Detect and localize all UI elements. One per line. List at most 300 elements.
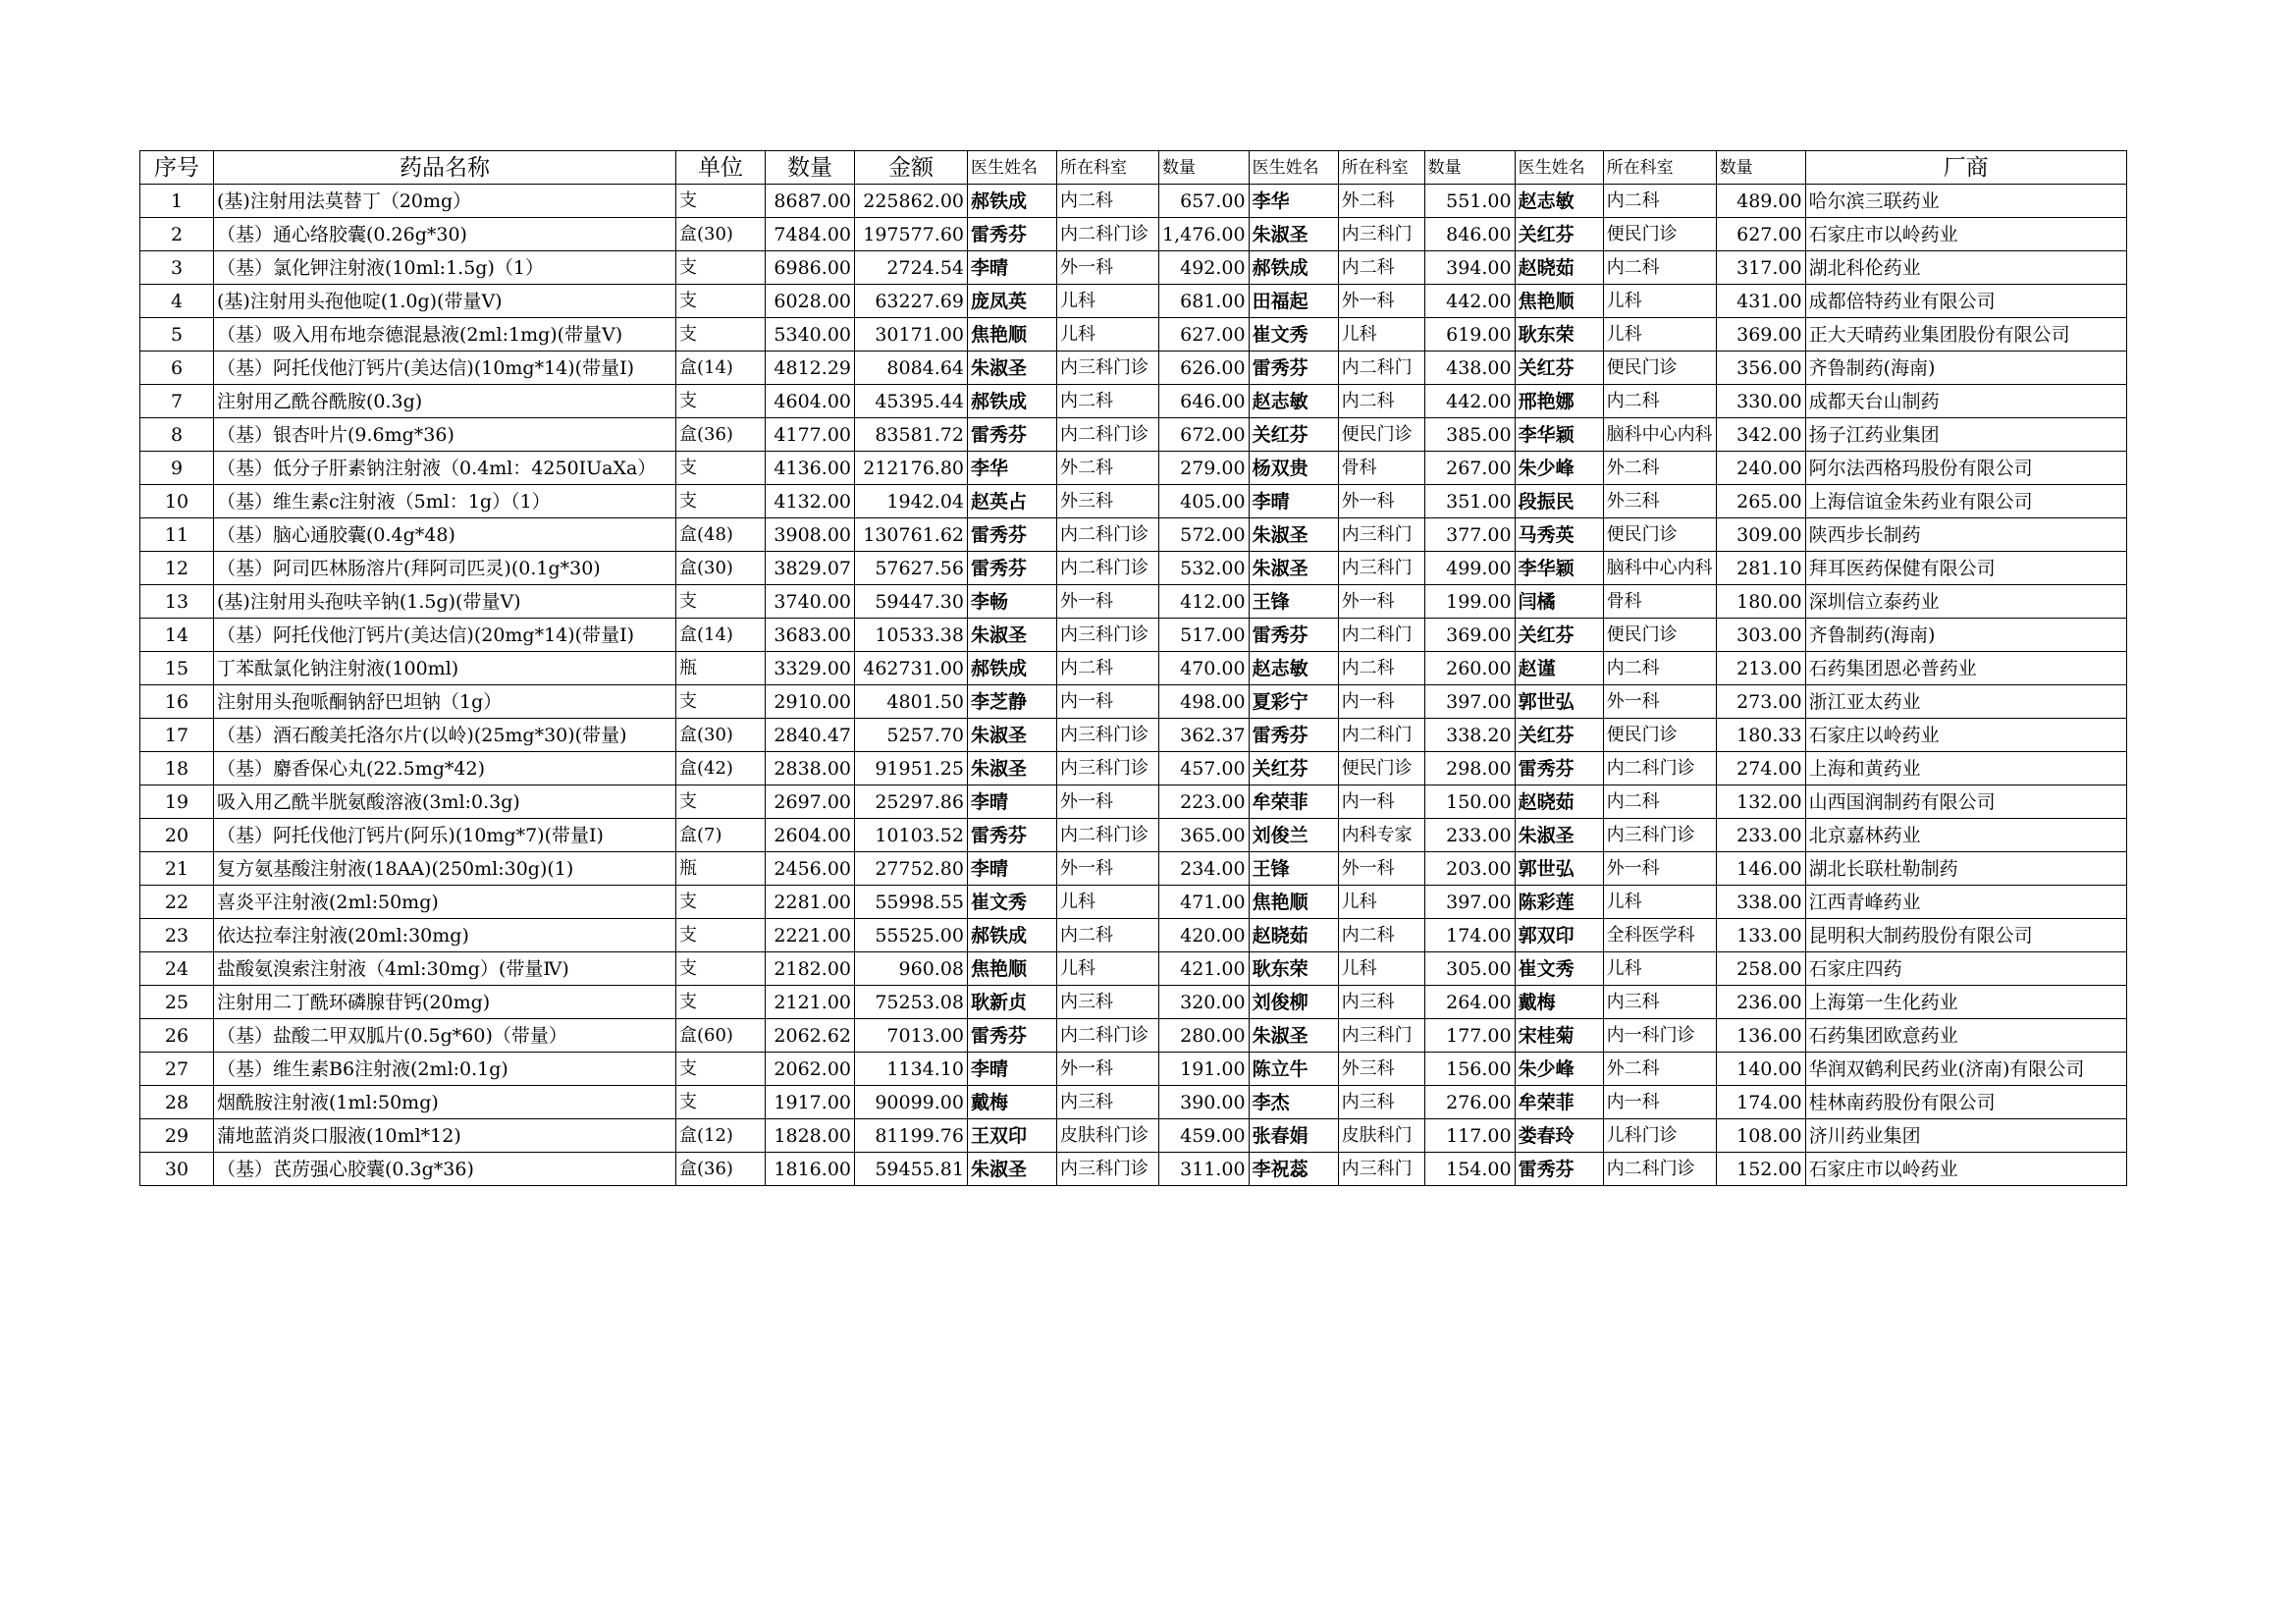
department-1-cell: 儿科 bbox=[1057, 318, 1159, 352]
doctor-2-cell: 牟荣菲 bbox=[1249, 785, 1338, 819]
quantity-1-cell: 517.00 bbox=[1159, 619, 1250, 652]
unit-cell: 支 bbox=[676, 452, 766, 485]
unit-cell: 盒(42) bbox=[676, 752, 766, 785]
quantity-cell: 1816.00 bbox=[766, 1153, 855, 1186]
table-row bbox=[140, 218, 2127, 251]
drug-name-cell: （基）吸入用布地奈德混悬液(2ml:1mg)(带量Ⅴ) bbox=[214, 318, 676, 352]
table-row bbox=[140, 185, 2127, 218]
seq-cell: 8 bbox=[140, 418, 214, 452]
doctor-1-cell: 赵英占 bbox=[968, 485, 1057, 518]
unit-cell: 瓶 bbox=[676, 652, 766, 685]
header-doctor-1: 医生姓名 bbox=[968, 151, 1057, 185]
quantity-2-cell: 150.00 bbox=[1424, 785, 1515, 819]
drug-name-cell: 烟酰胺注射液(1ml:50mg) bbox=[214, 1086, 676, 1119]
department-2-cell: 外一科 bbox=[1338, 485, 1424, 518]
department-3-cell: 内一科门诊 bbox=[1603, 1019, 1716, 1053]
drug-name-cell: （基）低分子肝素钠注射液（0.4ml：4250IUaXa） bbox=[214, 452, 676, 485]
department-1-cell: 儿科 bbox=[1057, 952, 1159, 986]
doctor-3-cell: 娄春玲 bbox=[1515, 1119, 1603, 1153]
table-row bbox=[140, 1086, 2127, 1119]
quantity-1-cell: 532.00 bbox=[1159, 552, 1250, 585]
drug-name-cell: （基）酒石酸美托洛尔片(以岭)(25mg*30)(带量) bbox=[214, 719, 676, 752]
seq-cell: 5 bbox=[140, 318, 214, 352]
doctor-3-cell: 陈彩莲 bbox=[1515, 886, 1603, 919]
doctor-2-cell: 夏彩宁 bbox=[1249, 685, 1338, 719]
table-row bbox=[140, 919, 2127, 952]
doctor-3-cell: 关红芬 bbox=[1515, 619, 1603, 652]
unit-cell: 支 bbox=[676, 585, 766, 619]
doctor-2-cell: 杨双贵 bbox=[1249, 452, 1338, 485]
amount-cell: 30171.00 bbox=[855, 318, 968, 352]
drug-name-cell: （基）阿托伐他汀钙片(美达信)(20mg*14)(带量Ⅰ) bbox=[214, 619, 676, 652]
quantity-2-cell: 551.00 bbox=[1424, 185, 1515, 218]
department-3-cell: 全科医学科 bbox=[1603, 919, 1716, 952]
quantity-cell: 4177.00 bbox=[766, 418, 855, 452]
department-3-cell: 便民门诊 bbox=[1603, 518, 1716, 552]
quantity-cell: 4136.00 bbox=[766, 452, 855, 485]
seq-cell: 23 bbox=[140, 919, 214, 952]
table-row bbox=[140, 986, 2127, 1019]
seq-cell: 18 bbox=[140, 752, 214, 785]
amount-cell: 4801.50 bbox=[855, 685, 968, 719]
manufacturer-cell: 石家庄四药 bbox=[1805, 952, 2126, 986]
quantity-cell: 2604.00 bbox=[766, 819, 855, 852]
table-row bbox=[140, 1153, 2127, 1186]
amount-cell: 45395.44 bbox=[855, 385, 968, 418]
department-2-cell: 内科专家 bbox=[1338, 819, 1424, 852]
quantity-3-cell: 233.00 bbox=[1716, 819, 1805, 852]
unit-cell: 瓶 bbox=[676, 852, 766, 886]
header-quantity-1: 数量 bbox=[1159, 151, 1250, 185]
quantity-cell: 2456.00 bbox=[766, 852, 855, 886]
quantity-cell: 3683.00 bbox=[766, 619, 855, 652]
manufacturer-cell: 正大天晴药业集团股份有限公司 bbox=[1805, 318, 2126, 352]
doctor-3-cell: 赵谨 bbox=[1515, 652, 1603, 685]
doctor-2-cell: 雷秀芬 bbox=[1249, 719, 1338, 752]
unit-cell: 盒(14) bbox=[676, 352, 766, 385]
department-1-cell: 内二科门诊 bbox=[1057, 819, 1159, 852]
quantity-2-cell: 397.00 bbox=[1424, 886, 1515, 919]
quantity-1-cell: 234.00 bbox=[1159, 852, 1250, 886]
department-1-cell: 儿科 bbox=[1057, 285, 1159, 318]
department-3-cell: 内二科 bbox=[1603, 185, 1716, 218]
seq-cell: 20 bbox=[140, 819, 214, 852]
quantity-3-cell: 213.00 bbox=[1716, 652, 1805, 685]
unit-cell: 支 bbox=[676, 886, 766, 919]
quantity-1-cell: 365.00 bbox=[1159, 819, 1250, 852]
quantity-3-cell: 274.00 bbox=[1716, 752, 1805, 785]
department-1-cell: 外一科 bbox=[1057, 585, 1159, 619]
department-1-cell: 内二科门诊 bbox=[1057, 218, 1159, 251]
doctor-1-cell: 王双印 bbox=[968, 1119, 1057, 1153]
doctor-2-cell: 焦艳顺 bbox=[1249, 886, 1338, 919]
table-row bbox=[140, 619, 2127, 652]
quantity-3-cell: 136.00 bbox=[1716, 1019, 1805, 1053]
department-2-cell: 内三科 bbox=[1338, 1086, 1424, 1119]
department-3-cell: 儿科 bbox=[1603, 318, 1716, 352]
doctor-2-cell: 李祝蕊 bbox=[1249, 1153, 1338, 1186]
department-2-cell: 内二科 bbox=[1338, 652, 1424, 685]
doctor-1-cell: 朱淑圣 bbox=[968, 719, 1057, 752]
department-3-cell: 内二科门诊 bbox=[1603, 1153, 1716, 1186]
manufacturer-cell: 扬子江药业集团 bbox=[1805, 418, 2126, 452]
manufacturer-cell: 拜耳医药保健有限公司 bbox=[1805, 552, 2126, 585]
quantity-cell: 6028.00 bbox=[766, 285, 855, 318]
quantity-2-cell: 267.00 bbox=[1424, 452, 1515, 485]
department-3-cell: 便民门诊 bbox=[1603, 218, 1716, 251]
seq-cell: 29 bbox=[140, 1119, 214, 1153]
doctor-2-cell: 李华 bbox=[1249, 185, 1338, 218]
table-row bbox=[140, 952, 2127, 986]
quantity-2-cell: 619.00 bbox=[1424, 318, 1515, 352]
department-3-cell: 外二科 bbox=[1603, 452, 1716, 485]
seq-cell: 1 bbox=[140, 185, 214, 218]
quantity-2-cell: 154.00 bbox=[1424, 1153, 1515, 1186]
quantity-2-cell: 442.00 bbox=[1424, 385, 1515, 418]
department-2-cell: 内二科门 bbox=[1338, 619, 1424, 652]
quantity-cell: 4812.29 bbox=[766, 352, 855, 385]
doctor-1-cell: 雷秀芬 bbox=[968, 418, 1057, 452]
seq-cell: 9 bbox=[140, 452, 214, 485]
quantity-2-cell: 351.00 bbox=[1424, 485, 1515, 518]
department-2-cell: 外一科 bbox=[1338, 852, 1424, 886]
quantity-cell: 2697.00 bbox=[766, 785, 855, 819]
quantity-1-cell: 412.00 bbox=[1159, 585, 1250, 619]
quantity-3-cell: 265.00 bbox=[1716, 485, 1805, 518]
table-row bbox=[140, 1119, 2127, 1153]
table-row bbox=[140, 485, 2127, 518]
manufacturer-cell: 浙江亚太药业 bbox=[1805, 685, 2126, 719]
doctor-2-cell: 耿东荣 bbox=[1249, 952, 1338, 986]
drug-name-cell: （基）阿托伐他汀钙片(阿乐)(10mg*7)(带量Ⅰ) bbox=[214, 819, 676, 852]
doctor-1-cell: 李晴 bbox=[968, 852, 1057, 886]
drug-ranking-table bbox=[139, 150, 2127, 1186]
quantity-1-cell: 420.00 bbox=[1159, 919, 1250, 952]
quantity-2-cell: 369.00 bbox=[1424, 619, 1515, 652]
department-3-cell: 便民门诊 bbox=[1603, 619, 1716, 652]
doctor-2-cell: 赵志敏 bbox=[1249, 385, 1338, 418]
doctor-3-cell: 朱少峰 bbox=[1515, 1053, 1603, 1086]
doctor-2-cell: 朱淑圣 bbox=[1249, 518, 1338, 552]
unit-cell: 盒(60) bbox=[676, 1019, 766, 1053]
quantity-1-cell: 672.00 bbox=[1159, 418, 1250, 452]
quantity-cell: 4132.00 bbox=[766, 485, 855, 518]
department-3-cell: 内二科 bbox=[1603, 652, 1716, 685]
department-3-cell: 内三科 bbox=[1603, 986, 1716, 1019]
quantity-3-cell: 489.00 bbox=[1716, 185, 1805, 218]
doctor-2-cell: 刘俊柳 bbox=[1249, 986, 1338, 1019]
quantity-2-cell: 846.00 bbox=[1424, 218, 1515, 251]
quantity-3-cell: 309.00 bbox=[1716, 518, 1805, 552]
department-1-cell: 内二科 bbox=[1057, 385, 1159, 418]
department-2-cell: 内一科 bbox=[1338, 685, 1424, 719]
quantity-2-cell: 438.00 bbox=[1424, 352, 1515, 385]
quantity-cell: 8687.00 bbox=[766, 185, 855, 218]
table-row bbox=[140, 852, 2127, 886]
quantity-1-cell: 362.37 bbox=[1159, 719, 1250, 752]
unit-cell: 盒(30) bbox=[676, 552, 766, 585]
amount-cell: 55525.00 bbox=[855, 919, 968, 952]
quantity-cell: 2910.00 bbox=[766, 685, 855, 719]
quantity-1-cell: 572.00 bbox=[1159, 518, 1250, 552]
doctor-3-cell: 李华颖 bbox=[1515, 552, 1603, 585]
drug-name-cell: 依达拉奉注射液(20ml:30mg) bbox=[214, 919, 676, 952]
department-2-cell: 内三科 bbox=[1338, 986, 1424, 1019]
department-1-cell: 内二科 bbox=[1057, 652, 1159, 685]
amount-cell: 27752.80 bbox=[855, 852, 968, 886]
unit-cell: 盒(36) bbox=[676, 418, 766, 452]
unit-cell: 支 bbox=[676, 1086, 766, 1119]
department-2-cell: 内二科门 bbox=[1338, 352, 1424, 385]
seq-cell: 30 bbox=[140, 1153, 214, 1186]
table-row bbox=[140, 819, 2127, 852]
department-2-cell: 内三科门 bbox=[1338, 552, 1424, 585]
department-2-cell: 外三科 bbox=[1338, 1053, 1424, 1086]
table-row bbox=[140, 552, 2127, 585]
quantity-2-cell: 377.00 bbox=[1424, 518, 1515, 552]
doctor-2-cell: 王锋 bbox=[1249, 852, 1338, 886]
department-1-cell: 内一科 bbox=[1057, 685, 1159, 719]
header-quantity: 数量 bbox=[766, 151, 855, 185]
department-2-cell: 外一科 bbox=[1338, 585, 1424, 619]
table-row bbox=[140, 1019, 2127, 1053]
doctor-2-cell: 朱淑圣 bbox=[1249, 218, 1338, 251]
drug-name-cell: （基）阿托伐他汀钙片(美达信)(10mg*14)(带量Ⅰ) bbox=[214, 352, 676, 385]
doctor-1-cell: 雷秀芬 bbox=[968, 218, 1057, 251]
quantity-3-cell: 273.00 bbox=[1716, 685, 1805, 719]
quantity-cell: 1917.00 bbox=[766, 1086, 855, 1119]
doctor-2-cell: 郝铁成 bbox=[1249, 251, 1338, 285]
seq-cell: 7 bbox=[140, 385, 214, 418]
manufacturer-cell: 湖北长联杜勒制药 bbox=[1805, 852, 2126, 886]
doctor-3-cell: 朱少峰 bbox=[1515, 452, 1603, 485]
seq-cell: 27 bbox=[140, 1053, 214, 1086]
department-2-cell: 内二科 bbox=[1338, 919, 1424, 952]
quantity-cell: 2221.00 bbox=[766, 919, 855, 952]
quantity-1-cell: 471.00 bbox=[1159, 886, 1250, 919]
quantity-3-cell: 281.10 bbox=[1716, 552, 1805, 585]
department-1-cell: 内二科门诊 bbox=[1057, 418, 1159, 452]
amount-cell: 59455.81 bbox=[855, 1153, 968, 1186]
amount-cell: 7013.00 bbox=[855, 1019, 968, 1053]
department-2-cell: 内三科门 bbox=[1338, 518, 1424, 552]
doctor-3-cell: 闫橘 bbox=[1515, 585, 1603, 619]
table-row bbox=[140, 886, 2127, 919]
table-row bbox=[140, 418, 2127, 452]
department-2-cell: 内三科门 bbox=[1338, 1019, 1424, 1053]
amount-cell: 25297.86 bbox=[855, 785, 968, 819]
doctor-2-cell: 雷秀芬 bbox=[1249, 619, 1338, 652]
manufacturer-cell: 北京嘉林药业 bbox=[1805, 819, 2126, 852]
drug-name-cell: (基)注射用法莫替丁（20mg） bbox=[214, 185, 676, 218]
seq-cell: 14 bbox=[140, 619, 214, 652]
amount-cell: 91951.25 bbox=[855, 752, 968, 785]
department-3-cell: 便民门诊 bbox=[1603, 352, 1716, 385]
doctor-1-cell: 李华 bbox=[968, 452, 1057, 485]
table-row bbox=[140, 585, 2127, 619]
doctor-1-cell: 焦艳顺 bbox=[968, 318, 1057, 352]
quantity-cell: 2062.62 bbox=[766, 1019, 855, 1053]
doctor-3-cell: 崔文秀 bbox=[1515, 952, 1603, 986]
seq-cell: 28 bbox=[140, 1086, 214, 1119]
quantity-1-cell: 646.00 bbox=[1159, 385, 1250, 418]
drug-name-cell: 丁苯酞氯化钠注射液(100ml) bbox=[214, 652, 676, 685]
quantity-1-cell: 191.00 bbox=[1159, 1053, 1250, 1086]
drug-name-cell: 盐酸氨溴索注射液（4ml:30mg）(带量Ⅳ) bbox=[214, 952, 676, 986]
quantity-1-cell: 681.00 bbox=[1159, 285, 1250, 318]
quantity-3-cell: 180.33 bbox=[1716, 719, 1805, 752]
department-1-cell: 内二科 bbox=[1057, 185, 1159, 218]
department-1-cell: 内三科门诊 bbox=[1057, 1153, 1159, 1186]
unit-cell: 支 bbox=[676, 485, 766, 518]
doctor-1-cell: 郝铁成 bbox=[968, 385, 1057, 418]
quantity-2-cell: 385.00 bbox=[1424, 418, 1515, 452]
drug-name-cell: （基）银杏叶片(9.6mg*36) bbox=[214, 418, 676, 452]
manufacturer-cell: 上海信谊金朱药业有限公司 bbox=[1805, 485, 2126, 518]
seq-cell: 4 bbox=[140, 285, 214, 318]
header-unit: 单位 bbox=[676, 151, 766, 185]
department-3-cell: 外一科 bbox=[1603, 852, 1716, 886]
quantity-2-cell: 276.00 bbox=[1424, 1086, 1515, 1119]
doctor-1-cell: 崔文秀 bbox=[968, 886, 1057, 919]
unit-cell: 支 bbox=[676, 919, 766, 952]
drug-name-cell: 喜炎平注射液(2ml:50mg) bbox=[214, 886, 676, 919]
manufacturer-cell: 昆明积大制药股份有限公司 bbox=[1805, 919, 2126, 952]
seq-cell: 19 bbox=[140, 785, 214, 819]
quantity-3-cell: 152.00 bbox=[1716, 1153, 1805, 1186]
doctor-2-cell: 关红芬 bbox=[1249, 752, 1338, 785]
quantity-2-cell: 397.00 bbox=[1424, 685, 1515, 719]
unit-cell: 支 bbox=[676, 385, 766, 418]
drug-name-cell: 注射用乙酰谷酰胺(0.3g) bbox=[214, 385, 676, 418]
doctor-1-cell: 朱淑圣 bbox=[968, 352, 1057, 385]
department-1-cell: 外一科 bbox=[1057, 251, 1159, 285]
quantity-3-cell: 317.00 bbox=[1716, 251, 1805, 285]
drug-name-cell: 吸入用乙酰半胱氨酸溶液(3ml:0.3g) bbox=[214, 785, 676, 819]
department-3-cell: 内二科 bbox=[1603, 251, 1716, 285]
department-1-cell: 外一科 bbox=[1057, 1053, 1159, 1086]
doctor-2-cell: 张春娟 bbox=[1249, 1119, 1338, 1153]
doctor-3-cell: 牟荣菲 bbox=[1515, 1086, 1603, 1119]
manufacturer-cell: 上海和黄药业 bbox=[1805, 752, 2126, 785]
department-2-cell: 内三科门 bbox=[1338, 218, 1424, 251]
quantity-1-cell: 405.00 bbox=[1159, 485, 1250, 518]
amount-cell: 55998.55 bbox=[855, 886, 968, 919]
manufacturer-cell: 山西国润制药有限公司 bbox=[1805, 785, 2126, 819]
quantity-2-cell: 117.00 bbox=[1424, 1119, 1515, 1153]
table-row bbox=[140, 752, 2127, 785]
department-1-cell: 内三科 bbox=[1057, 1086, 1159, 1119]
quantity-3-cell: 108.00 bbox=[1716, 1119, 1805, 1153]
quantity-3-cell: 146.00 bbox=[1716, 852, 1805, 886]
drug-name-cell: （基）阿司匹林肠溶片(拜阿司匹灵)(0.1g*30) bbox=[214, 552, 676, 585]
seq-cell: 15 bbox=[140, 652, 214, 685]
unit-cell: 支 bbox=[676, 185, 766, 218]
amount-cell: 960.08 bbox=[855, 952, 968, 986]
department-1-cell: 内二科 bbox=[1057, 919, 1159, 952]
department-3-cell: 内二科 bbox=[1603, 385, 1716, 418]
seq-cell: 11 bbox=[140, 518, 214, 552]
quantity-2-cell: 156.00 bbox=[1424, 1053, 1515, 1086]
department-3-cell: 内一科 bbox=[1603, 1086, 1716, 1119]
amount-cell: 59447.30 bbox=[855, 585, 968, 619]
quantity-2-cell: 305.00 bbox=[1424, 952, 1515, 986]
doctor-2-cell: 李晴 bbox=[1249, 485, 1338, 518]
department-2-cell: 内二科 bbox=[1338, 251, 1424, 285]
seq-cell: 26 bbox=[140, 1019, 214, 1053]
doctor-1-cell: 朱淑圣 bbox=[968, 619, 1057, 652]
quantity-2-cell: 264.00 bbox=[1424, 986, 1515, 1019]
quantity-3-cell: 258.00 bbox=[1716, 952, 1805, 986]
doctor-3-cell: 马秀英 bbox=[1515, 518, 1603, 552]
doctor-2-cell: 崔文秀 bbox=[1249, 318, 1338, 352]
department-3-cell: 儿科 bbox=[1603, 952, 1716, 986]
department-2-cell: 便民门诊 bbox=[1338, 418, 1424, 452]
doctor-1-cell: 李畅 bbox=[968, 585, 1057, 619]
quantity-2-cell: 442.00 bbox=[1424, 285, 1515, 318]
table-row bbox=[140, 785, 2127, 819]
quantity-1-cell: 421.00 bbox=[1159, 952, 1250, 986]
amount-cell: 57627.56 bbox=[855, 552, 968, 585]
amount-cell: 10533.38 bbox=[855, 619, 968, 652]
drug-name-cell: 蒲地蓝消炎口服液(10ml*12) bbox=[214, 1119, 676, 1153]
department-3-cell: 内三科门诊 bbox=[1603, 819, 1716, 852]
header-department-1: 所在科室 bbox=[1057, 151, 1159, 185]
doctor-1-cell: 戴梅 bbox=[968, 1086, 1057, 1119]
drug-name-cell: （基）维生素B6注射液(2ml:0.1g) bbox=[214, 1053, 676, 1086]
doctor-3-cell: 雷秀芬 bbox=[1515, 752, 1603, 785]
unit-cell: 支 bbox=[676, 986, 766, 1019]
seq-cell: 17 bbox=[140, 719, 214, 752]
seq-cell: 3 bbox=[140, 251, 214, 285]
amount-cell: 462731.00 bbox=[855, 652, 968, 685]
department-2-cell: 内一科 bbox=[1338, 785, 1424, 819]
seq-cell: 12 bbox=[140, 552, 214, 585]
department-2-cell: 外二科 bbox=[1338, 185, 1424, 218]
doctor-3-cell: 关红芬 bbox=[1515, 218, 1603, 251]
doctor-1-cell: 李芝静 bbox=[968, 685, 1057, 719]
quantity-1-cell: 459.00 bbox=[1159, 1119, 1250, 1153]
doctor-3-cell: 宋桂菊 bbox=[1515, 1019, 1603, 1053]
manufacturer-cell: 成都天台山制药 bbox=[1805, 385, 2126, 418]
quantity-1-cell: 470.00 bbox=[1159, 652, 1250, 685]
manufacturer-cell: 石药集团欧意药业 bbox=[1805, 1019, 2126, 1053]
department-1-cell: 内三科门诊 bbox=[1057, 719, 1159, 752]
manufacturer-cell: 上海第一生化药业 bbox=[1805, 986, 2126, 1019]
doctor-3-cell: 关红芬 bbox=[1515, 719, 1603, 752]
quantity-2-cell: 338.20 bbox=[1424, 719, 1515, 752]
quantity-1-cell: 280.00 bbox=[1159, 1019, 1250, 1053]
doctor-2-cell: 李杰 bbox=[1249, 1086, 1338, 1119]
doctor-3-cell: 关红芬 bbox=[1515, 352, 1603, 385]
unit-cell: 支 bbox=[676, 785, 766, 819]
amount-cell: 10103.52 bbox=[855, 819, 968, 852]
doctor-2-cell: 雷秀芬 bbox=[1249, 352, 1338, 385]
header-quantity-2: 数量 bbox=[1424, 151, 1515, 185]
amount-cell: 2724.54 bbox=[855, 251, 968, 285]
manufacturer-cell: 石药集团恩必普药业 bbox=[1805, 652, 2126, 685]
doctor-3-cell: 赵晓茹 bbox=[1515, 785, 1603, 819]
table-row bbox=[140, 285, 2127, 318]
seq-cell: 13 bbox=[140, 585, 214, 619]
quantity-3-cell: 132.00 bbox=[1716, 785, 1805, 819]
table-body bbox=[140, 185, 2127, 1186]
seq-cell: 2 bbox=[140, 218, 214, 251]
quantity-2-cell: 394.00 bbox=[1424, 251, 1515, 285]
quantity-2-cell: 177.00 bbox=[1424, 1019, 1515, 1053]
amount-cell: 225862.00 bbox=[855, 185, 968, 218]
manufacturer-cell: 石家庄市以岭药业 bbox=[1805, 1153, 2126, 1186]
